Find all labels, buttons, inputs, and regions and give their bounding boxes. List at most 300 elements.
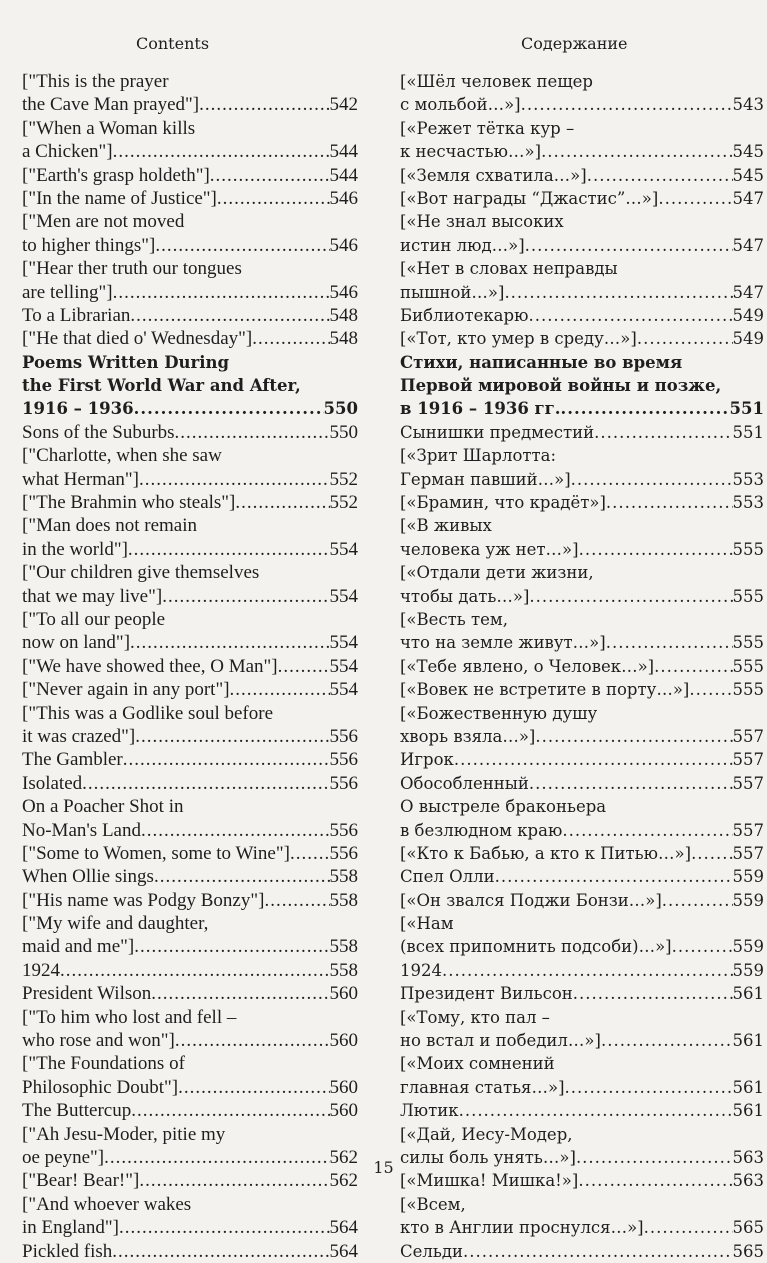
- entry-page-number: 554: [329, 655, 358, 677]
- entry-title: Первой мировой войны и позже,: [400, 376, 722, 396]
- dot-leader: [139, 468, 330, 491]
- dot-leader: [606, 631, 733, 654]
- toc-entry-line: [400, 678, 764, 701]
- toc-entry-line: [22, 538, 358, 561]
- toc-entry-line: [400, 725, 764, 748]
- dot-leader: [151, 982, 329, 1005]
- dot-leader: [594, 421, 732, 444]
- entry-title: [«Зрит Шарлотта:: [400, 446, 557, 466]
- entry-page-number: 555: [732, 656, 764, 676]
- entry-page-number: 546: [329, 234, 358, 256]
- dot-leader: [587, 164, 733, 187]
- toc-entry-line: [400, 561, 764, 584]
- dot-leader: [230, 678, 330, 701]
- english-contents-column: [22, 70, 358, 1263]
- toc-entry-line: [22, 304, 358, 327]
- dot-leader: [155, 234, 329, 257]
- dot-leader: [82, 772, 329, 795]
- toc-entry-line: [22, 912, 358, 935]
- page-number: 15: [373, 1158, 394, 1177]
- toc-entry-line: [400, 538, 764, 561]
- entry-title: в 1916 – 1936 гг.: [400, 399, 561, 419]
- toc-entry-line: [22, 210, 358, 233]
- entry-page-number: 557: [732, 773, 764, 793]
- toc-entry-line: [400, 257, 764, 280]
- entry-page-number: 561: [732, 984, 764, 1004]
- entry-page-number: 557: [732, 726, 764, 746]
- entry-page-number: 548: [329, 328, 358, 350]
- entry-title: Poems Written During: [22, 352, 229, 372]
- dot-leader: [134, 935, 329, 958]
- toc-section-heading-line: [22, 374, 358, 397]
- entry-title: On a Poacher Shot in: [22, 796, 184, 818]
- entry-title: человека уж нет…»]: [400, 539, 579, 559]
- dot-leader: [130, 304, 329, 327]
- entry-title: ["His name was Podgy Bonzy"]: [22, 889, 265, 911]
- toc-entry-line: [22, 819, 358, 842]
- entry-title: what Herman"]: [22, 468, 139, 490]
- toc-entry-line: [22, 678, 358, 701]
- toc-entry-line: [400, 1029, 764, 1052]
- toc-entry-line: [22, 608, 358, 631]
- entry-title: [«Земля схватила…»]: [400, 165, 587, 185]
- toc-entry-line: [22, 655, 358, 678]
- entry-title: oe peyne"]: [22, 1146, 105, 1168]
- entry-title: 1924: [22, 959, 60, 981]
- toc-entry-line: [400, 631, 764, 654]
- toc-entry-line: [22, 1029, 358, 1052]
- entry-title: но встал и победил…»]: [400, 1031, 601, 1051]
- toc-entry-line: [400, 164, 764, 187]
- entry-title: силы боль унять…»]: [400, 1147, 576, 1167]
- entry-title: the Cave Man prayed"]: [22, 94, 200, 116]
- toc-entry-line: [400, 912, 764, 935]
- entry-title: who rose and won"]: [22, 1030, 175, 1052]
- entry-title: [«Дай, Иесу-Модер,: [400, 1124, 573, 1144]
- toc-entry-line: [22, 702, 358, 725]
- entry-page-number: 558: [329, 866, 358, 888]
- entry-title: are telling"]: [22, 281, 113, 303]
- entry-page-number: 559: [732, 890, 764, 910]
- entry-title: ["We have showed thee, O Man"]: [22, 655, 278, 677]
- dot-leader: [691, 842, 732, 865]
- dot-leader: [442, 959, 733, 982]
- entry-page-number: 563: [732, 1147, 764, 1167]
- dot-leader: [535, 725, 732, 748]
- entry-title: ["Earth's grasp holdeth"]: [22, 164, 210, 186]
- toc-entry-line: [400, 1193, 764, 1216]
- entry-title: кто в Англии проснулся…»]: [400, 1218, 644, 1238]
- toc-entry-line: [22, 725, 358, 748]
- dot-leader: [565, 1076, 733, 1099]
- dot-leader: [561, 397, 730, 420]
- entry-page-number: 550: [323, 399, 358, 419]
- dot-leader: [521, 93, 733, 116]
- entry-title: 1924: [400, 960, 442, 980]
- entry-page-number: 549: [732, 305, 764, 325]
- entry-title: что на земле живут…»]: [400, 633, 606, 653]
- dot-leader: [525, 234, 733, 257]
- toc-entry-line: [400, 935, 764, 958]
- entry-title: хворь взяла…»]: [400, 726, 536, 746]
- entry-title: [«Божественную душу: [400, 703, 598, 723]
- entry-title: [«Моих сомнений: [400, 1054, 555, 1074]
- entry-title: ["He that died o' Wednesday"]: [22, 328, 253, 350]
- entry-title: [«Нам: [400, 914, 454, 934]
- entry-title: When Ollie sings: [22, 866, 154, 888]
- dot-leader: [123, 748, 330, 771]
- dot-leader: [199, 93, 329, 116]
- toc-entry-line: [400, 1123, 764, 1146]
- entry-title: To a Librarian: [22, 304, 131, 326]
- dot-leader: [637, 327, 733, 350]
- dot-leader: [154, 865, 330, 888]
- dot-leader: [128, 538, 330, 561]
- toc-entry-line: [22, 117, 358, 140]
- dot-leader: [504, 281, 732, 304]
- toc-entry-line: [400, 585, 764, 608]
- toc-entry-line: [22, 1076, 358, 1099]
- entry-title: Спел Олли: [400, 867, 495, 887]
- toc-entry-line: [22, 889, 358, 912]
- entry-title: чтобы дать…»]: [400, 586, 530, 606]
- toc-entry-line: [400, 1076, 764, 1099]
- entry-page-number: 559: [732, 867, 764, 887]
- toc-entry-line: [22, 164, 358, 187]
- dot-leader: [658, 187, 732, 210]
- dot-leader: [264, 889, 329, 912]
- entry-title: No-Man's Land: [22, 819, 141, 841]
- entry-title: ["And whoever wakes: [22, 1193, 192, 1215]
- entry-page-number: 542: [329, 94, 358, 116]
- entry-page-number: 562: [329, 1170, 358, 1192]
- toc-entry-line: [22, 514, 358, 537]
- entry-title: ["Man does not remain: [22, 515, 198, 537]
- toc-entry-line: [400, 772, 764, 795]
- entry-title: in England"]: [22, 1217, 119, 1239]
- dot-leader: [235, 491, 329, 514]
- entry-title: ["Some to Women, some to Wine"]: [22, 842, 290, 864]
- toc-entry-line: [22, 1052, 358, 1075]
- toc-entry-line: [22, 631, 358, 654]
- entry-title: [«Тебе явлено, о Человек…»]: [400, 656, 655, 676]
- dot-leader: [130, 631, 329, 654]
- dot-leader: [141, 819, 330, 842]
- toc-entry-line: [400, 1240, 764, 1263]
- dot-leader: [210, 164, 330, 187]
- entry-page-number: 559: [732, 937, 764, 957]
- dot-leader: [601, 1029, 733, 1052]
- toc-entry-line: [400, 795, 764, 818]
- toc-entry-line: [22, 468, 358, 491]
- toc-entry-line: [400, 1099, 764, 1122]
- toc-entry-line: [22, 1216, 358, 1239]
- entry-page-number: 564: [329, 1217, 358, 1239]
- toc-section-heading-line: [22, 351, 358, 374]
- entry-title: Библиотекарю: [400, 305, 529, 325]
- entry-page-number: 543: [732, 95, 764, 115]
- entry-page-number: 559: [732, 960, 764, 980]
- entry-page-number: 547: [732, 282, 764, 302]
- contents-heading-russian: Содержание: [521, 34, 628, 53]
- dot-leader: [654, 655, 732, 678]
- dot-leader: [454, 748, 733, 771]
- entry-title: Pickled fish: [22, 1240, 113, 1262]
- entry-title: Игрок: [400, 750, 454, 770]
- toc-entry-line: [400, 608, 764, 631]
- entry-title: истин люд…»]: [400, 235, 525, 255]
- toc-entry-line: [400, 304, 764, 327]
- entry-title: ["Charlotte, when she saw: [22, 445, 222, 467]
- entry-page-number: 560: [329, 983, 358, 1005]
- entry-page-number: 554: [329, 538, 358, 560]
- entry-page-number: 545: [732, 165, 764, 185]
- entry-title: ["Men are not moved: [22, 211, 185, 233]
- toc-entry-line: [400, 234, 764, 257]
- toc-entry-line: [22, 982, 358, 1005]
- entry-page-number: 551: [729, 399, 764, 419]
- entry-title: ["Never again in any port"]: [22, 679, 230, 701]
- dot-leader: [672, 935, 733, 958]
- entry-page-number: 544: [329, 141, 358, 163]
- entry-page-number: 547: [732, 235, 764, 255]
- entry-page-number: 545: [732, 142, 764, 162]
- entry-title: [«Весть тем,: [400, 609, 508, 629]
- entry-page-number: 565: [732, 1241, 764, 1261]
- toc-entry-line: [22, 234, 358, 257]
- toc-entry-line: [400, 93, 764, 116]
- dot-leader: [113, 281, 330, 304]
- dot-leader: [573, 982, 733, 1005]
- dot-leader: [119, 1216, 330, 1239]
- entry-title: главная статья…»]: [400, 1077, 565, 1097]
- toc-entry-line: [400, 959, 764, 982]
- toc-entry-line: [400, 444, 764, 467]
- entry-title: [«Всем,: [400, 1194, 466, 1214]
- toc-entry-line: [400, 1052, 764, 1075]
- toc-entry-line: [22, 865, 358, 888]
- entry-page-number: 561: [732, 1077, 764, 1097]
- entry-title: that we may live"]: [22, 585, 163, 607]
- entry-title: a Chicken"]: [22, 141, 113, 163]
- entry-title: [«Мишка! Мишка!»]: [400, 1171, 579, 1191]
- toc-entry-line: [22, 748, 358, 771]
- entry-title: Стихи, написанные во время: [400, 352, 683, 372]
- dot-leader: [644, 1216, 733, 1239]
- toc-section-heading-line: [22, 397, 358, 420]
- entry-page-number: 556: [329, 842, 358, 864]
- entry-page-number: 561: [732, 1101, 764, 1121]
- entry-page-number: 562: [329, 1146, 358, 1168]
- entry-title: ["The Foundations of: [22, 1053, 185, 1075]
- entry-page-number: 555: [732, 680, 764, 700]
- dot-leader: [162, 585, 329, 608]
- dot-leader: [135, 725, 329, 748]
- toc-entry-line: [400, 187, 764, 210]
- entry-title: [«Тот, кто умер в среду…»]: [400, 329, 637, 349]
- entry-page-number: 556: [329, 819, 358, 841]
- entry-title: с мольбой…»]: [400, 95, 521, 115]
- dot-leader: [112, 1240, 329, 1263]
- entry-title: [«Режет тётка кур –: [400, 118, 575, 138]
- entry-title: [«Он звался Поджи Бонзи…»]: [400, 890, 662, 910]
- russian-contents-column: [400, 70, 764, 1263]
- toc-entry-line: [22, 1193, 358, 1216]
- toc-entry-line: [22, 1123, 358, 1146]
- entry-page-number: 556: [329, 749, 358, 771]
- entry-title: [«Вот награды “Джастис”…»]: [400, 188, 659, 208]
- toc-entry-line: [22, 327, 358, 350]
- entry-page-number: 557: [732, 750, 764, 770]
- entry-page-number: 563: [732, 1171, 764, 1191]
- entry-title: Президент Вильсон: [400, 984, 573, 1004]
- toc-entry-line: [400, 819, 764, 842]
- toc-entry-line: [22, 561, 358, 584]
- entry-title: maid and me"]: [22, 936, 135, 958]
- entry-title: President Wilson: [22, 983, 152, 1005]
- dot-leader: [459, 1099, 733, 1122]
- entry-page-number: 560: [329, 1100, 358, 1122]
- contents-heading: Contents: [136, 34, 210, 53]
- entry-page-number: 560: [329, 1076, 358, 1098]
- dot-leader: [178, 1076, 329, 1099]
- dot-leader: [252, 327, 329, 350]
- dot-leader: [562, 819, 732, 842]
- toc-entry-line: [22, 1099, 358, 1122]
- entry-page-number: 552: [329, 468, 358, 490]
- toc-entry-line: [22, 70, 358, 93]
- entry-title: ["The Brahmin who steals"]: [22, 492, 236, 514]
- entry-title: ["When a Woman kills: [22, 117, 196, 139]
- dot-leader: [529, 585, 732, 608]
- entry-page-number: 557: [732, 820, 764, 840]
- entry-page-number: 544: [329, 164, 358, 186]
- entry-title: ["This is the prayer: [22, 71, 169, 92]
- toc-entry-line: [400, 982, 764, 1005]
- entry-title: [«Тому, кто пал –: [400, 1007, 550, 1027]
- dot-leader: [541, 140, 732, 163]
- entry-title: ["In the name of Justice"]: [22, 187, 217, 209]
- dot-leader: [60, 959, 330, 982]
- entry-page-number: 555: [732, 586, 764, 606]
- toc-entry-line: [400, 70, 764, 93]
- toc-entry-line: [22, 959, 358, 982]
- toc-section-heading-line: [400, 374, 764, 397]
- dot-leader: [131, 1099, 329, 1122]
- entry-title: [«Кто к Бабью, а кто к Питью…»]: [400, 843, 692, 863]
- toc-entry-line: [22, 795, 358, 818]
- entry-title: Isolated: [22, 772, 83, 794]
- entry-page-number: 561: [732, 1031, 764, 1051]
- entry-title: [«Отдали дети жизни,: [400, 563, 594, 583]
- entry-title: в безлюдном краю: [400, 820, 563, 840]
- entry-title: ["Ah Jesu-Moder, pitie my: [22, 1123, 226, 1145]
- entry-title: ["To all our people: [22, 608, 166, 630]
- toc-entry-line: [22, 935, 358, 958]
- entry-title: it was crazed"]: [22, 725, 136, 747]
- toc-section-heading-line: [400, 397, 764, 420]
- entry-page-number: 549: [732, 329, 764, 349]
- entry-title: Обособленный: [400, 773, 529, 793]
- entry-title: [«В живых: [400, 516, 492, 536]
- toc-entry-line: [400, 514, 764, 537]
- entry-page-number: 555: [732, 539, 764, 559]
- entry-title: пышной…»]: [400, 282, 505, 302]
- dot-leader: [463, 1240, 732, 1263]
- entry-title: [«Вовек не встретите в порту…»]: [400, 680, 690, 700]
- toc-entry-line: [22, 444, 358, 467]
- entry-title: О выстреле браконьера: [400, 797, 607, 817]
- entry-title: The Gambler: [22, 749, 123, 771]
- toc-entry-line: [400, 468, 764, 491]
- column-headers: [0, 34, 767, 60]
- toc-entry-line: [400, 655, 764, 678]
- toc-entry-line: [400, 748, 764, 771]
- entry-title: [«Шёл человек пещер: [400, 72, 593, 91]
- toc-entry-line: [400, 702, 764, 725]
- toc-entry-line: [400, 1006, 764, 1029]
- entry-page-number: 558: [329, 936, 358, 958]
- toc-entry-line: [400, 842, 764, 865]
- toc-entry-line: [22, 842, 358, 865]
- entry-title: (всех припомнить подсоби)…»]: [400, 937, 672, 957]
- toc-entry-line: [22, 421, 358, 444]
- dot-leader: [529, 772, 733, 795]
- toc-entry-line: [400, 421, 764, 444]
- entry-page-number: 564: [329, 1240, 358, 1262]
- entry-title: Сельди: [400, 1241, 464, 1261]
- entry-title: ["My wife and daughter,: [22, 913, 209, 935]
- dot-leader: [528, 304, 732, 327]
- toc-entry-line: [22, 1006, 358, 1029]
- toc-entry-line: [400, 281, 764, 304]
- entry-page-number: 557: [732, 843, 764, 863]
- toc-entry-line: [400, 117, 764, 140]
- toc-entry-line: [400, 865, 764, 888]
- entry-page-number: 554: [329, 585, 358, 607]
- entry-page-number: 553: [732, 493, 764, 513]
- dot-leader: [278, 655, 330, 678]
- entry-page-number: 555: [732, 633, 764, 653]
- entry-page-number: 547: [732, 188, 764, 208]
- entry-page-number: 550: [329, 421, 358, 443]
- entry-title: [«Брамин, что крадёт»]: [400, 493, 606, 513]
- toc-entry-line: [22, 281, 358, 304]
- entry-title: Philosophic Doubt"]: [22, 1076, 179, 1098]
- dot-leader: [217, 187, 330, 210]
- entry-title: ["This was a Godlike soul before: [22, 702, 273, 724]
- toc-entry-line: [22, 93, 358, 116]
- dot-leader: [579, 538, 733, 561]
- entry-page-number: 554: [329, 632, 358, 654]
- toc-entry-line: [22, 140, 358, 163]
- toc-entry-line: [22, 491, 358, 514]
- toc-entry-line: [400, 140, 764, 163]
- entry-title: in the world"]: [22, 538, 128, 560]
- entry-page-number: 558: [329, 889, 358, 911]
- entry-page-number: 556: [329, 725, 358, 747]
- toc-entry-line: [400, 889, 764, 912]
- entry-page-number: 553: [732, 469, 764, 489]
- dot-leader: [175, 421, 330, 444]
- toc-section-heading-line: [400, 351, 764, 374]
- entry-title: the First World War and After,: [22, 376, 301, 396]
- dot-leader: [571, 468, 733, 491]
- entry-title: Лютик: [400, 1101, 459, 1121]
- entry-page-number: 556: [329, 772, 358, 794]
- entry-title: now on land"]: [22, 632, 131, 654]
- entry-page-number: 551: [732, 422, 764, 442]
